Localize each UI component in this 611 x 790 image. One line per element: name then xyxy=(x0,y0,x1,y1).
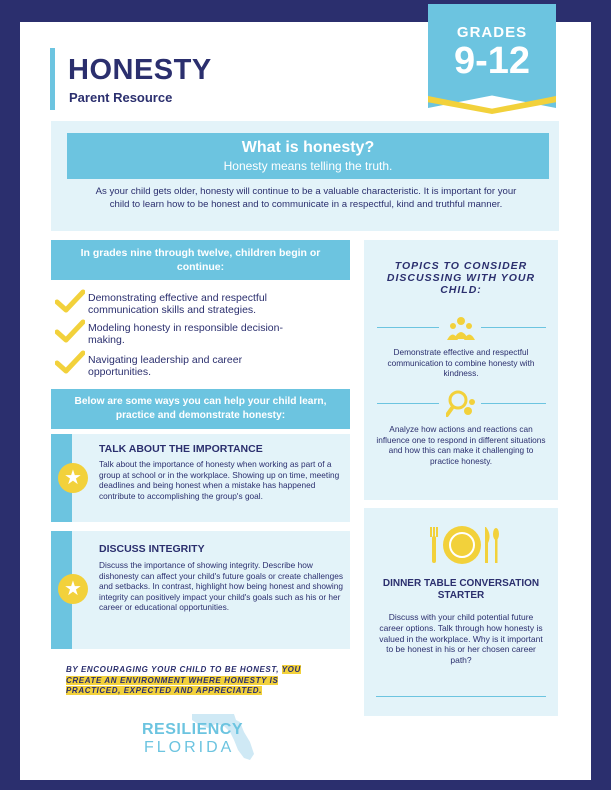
divider xyxy=(376,696,546,697)
plate-and-cutlery-icon xyxy=(424,525,500,565)
checkmark-icon xyxy=(55,289,85,313)
tip-card-title: DISCUSS INTEGRITY xyxy=(99,543,205,555)
title-accent-bar xyxy=(50,48,55,110)
star-icon: ★ xyxy=(58,574,88,604)
closing-quote-highlight: YOU CREATE AN ENVIRONMENT WHERE HONESTY IS PRACTICED, EXPECTED AND APPRECIATED. xyxy=(66,665,301,695)
people-icon xyxy=(446,313,476,343)
tip-card-title: TALK ABOUT THE IMPORTANCE xyxy=(99,443,263,455)
logo-resiliency: RESILIENCY xyxy=(142,721,244,738)
what-is-honesty-text: As your child gets older, honesty will continue to be a valuable characteristic. It is important for your child to learn how to be honest and to communicate in a respectful, kind and truthful manner. xyxy=(95,186,517,210)
what-is-honesty-subtitle: Honesty means telling the truth. xyxy=(223,159,393,173)
page-subtitle: Parent Resource xyxy=(69,90,173,105)
closing-quote-plain: BY ENCOURAGING YOUR CHILD TO BE HONEST, xyxy=(66,665,282,674)
tip-card-text: Talk about the importance of honesty when working as part of a group at school or in the workplace. Showing up on time, meeting deadlines and being honest when a mistake has happened contribute to accomplishing the group's goal. xyxy=(99,459,340,501)
divider xyxy=(377,403,439,404)
checkmark-icon xyxy=(55,319,85,343)
topic-text: Analyze how actions and reactions can influence one to respond in different situations and how this can make it challenging to practice honesty. xyxy=(376,424,546,466)
what-is-honesty-title: What is honesty? xyxy=(241,139,375,156)
divider xyxy=(481,403,546,404)
list-item: Demonstrating effective and respectful communication skills and strategies. xyxy=(88,292,267,316)
divider xyxy=(481,327,546,328)
checkmark-icon xyxy=(55,350,85,374)
closing-quote xyxy=(66,665,336,697)
dinner-text: Discuss with your child potential future career options. Talk through how honesty is valued in the workplace. Why is it important to be honest in his or her chosen career path? xyxy=(379,612,543,666)
list-item: Navigating leadership and career opportunities. xyxy=(88,354,243,378)
magnifier-gears-icon xyxy=(446,388,476,418)
list-item: Modeling honesty in responsible decision-making. xyxy=(88,322,283,346)
star-icon: ★ xyxy=(58,463,88,493)
logo-florida: FLORIDA xyxy=(144,739,235,756)
dinner-title: DINNER TABLE CONVERSATION STARTER xyxy=(382,578,540,601)
page-title: HONESTY xyxy=(68,54,212,86)
divider xyxy=(377,327,439,328)
grades-label: GRADES xyxy=(456,24,528,41)
topics-title: TOPICS TO CONSIDER DISCUSSING WITH YOUR CHILD: xyxy=(386,260,536,296)
topic-text: Demonstrate effective and respectful communication to combine honesty with kindness. xyxy=(387,347,535,378)
tip-card-text: Discuss the importance of showing integrity. Describe how dishonesty can affect your child's future goals or create challenges and setbacks. In contrast, highlight how being honest and showing integrity can positively impact your child's goals such as his or her career or educational opportunities. xyxy=(99,560,344,612)
grades-section-heading: In grades nine through twelve, children begin or continue: xyxy=(80,247,321,273)
help-section-heading: Below are some ways you can help your child learn, practice and demonstrate honesty: xyxy=(74,396,327,421)
grades-range: 9-12 xyxy=(453,40,531,82)
